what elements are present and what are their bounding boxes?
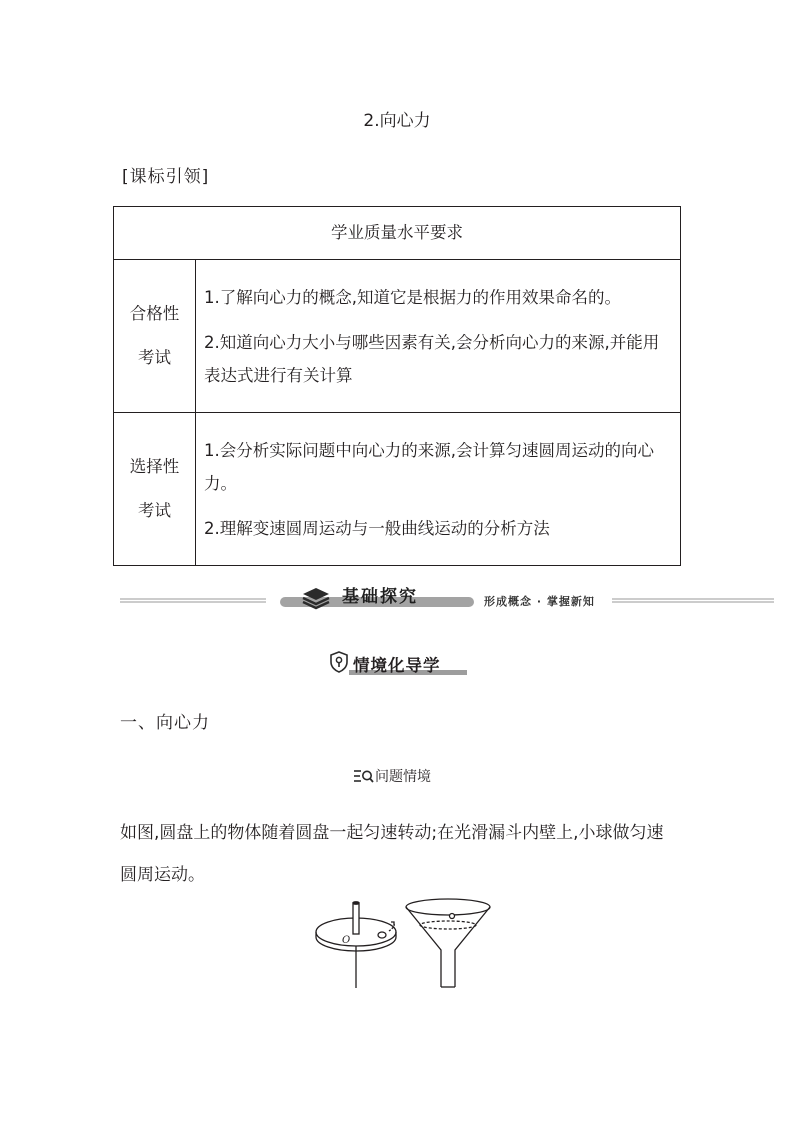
requirement-cell — [196, 413, 681, 566]
requirement-item: 2.知道向心力大小与哪些因素有关,会分析向心力的来源,并能用表达式进行有关计算 — [204, 332, 660, 385]
level-line: 考试 — [138, 501, 171, 520]
level-line: 考试 — [138, 348, 171, 367]
banner-subtitle: 形成概念 · 掌握新知 — [484, 595, 595, 608]
disk-center-label: O — [342, 935, 351, 946]
requirement-item: 2.理解变速圆周运动与一般曲线运动的分析方法 — [204, 518, 550, 538]
rotating-disk-drawing — [316, 902, 396, 988]
requirement-item: 1.了解向心力的概念,知道它是根据力的作用效果命名的。 — [204, 287, 621, 307]
problem-scenario-label — [354, 766, 431, 786]
scenario-paragraph: 如图,圆盘上的物体随着圆盘一起匀速转动;在光滑漏斗内壁上,小球做匀速圆周运动。 — [120, 823, 664, 885]
problem-label-text: 问题情境 — [375, 769, 431, 785]
level-line: 选择性 — [129, 457, 180, 476]
table-row — [114, 413, 681, 566]
section-heading: 一、向心力 — [120, 713, 210, 733]
table-header: 学业质量水平要求 — [114, 207, 681, 260]
level-cell — [114, 260, 196, 413]
scene-guide-text: 情境化导学 — [353, 656, 441, 675]
magnifier-lines-icon — [354, 769, 374, 783]
keyhole-badge-icon — [329, 651, 349, 673]
level-cell — [114, 413, 196, 566]
requirement-item: 1.会分析实际问题中向心力的来源,会计算匀速圆周运动的向心力。 — [204, 440, 654, 493]
section-banner — [120, 585, 774, 615]
requirements-table — [113, 206, 681, 566]
curriculum-guide-label: [课标引领] — [122, 167, 210, 187]
table-header-row — [114, 207, 681, 260]
level-line: 合格性 — [129, 304, 180, 323]
rotating-disk-and-funnel-figure — [305, 895, 497, 995]
banner-title: 基础探究 — [342, 587, 418, 607]
scene-guide-heading — [327, 650, 467, 676]
requirement-cell — [196, 260, 681, 413]
table-row — [114, 260, 681, 413]
page-title: 2.向心力 — [363, 111, 431, 131]
funnel-drawing — [406, 899, 490, 987]
